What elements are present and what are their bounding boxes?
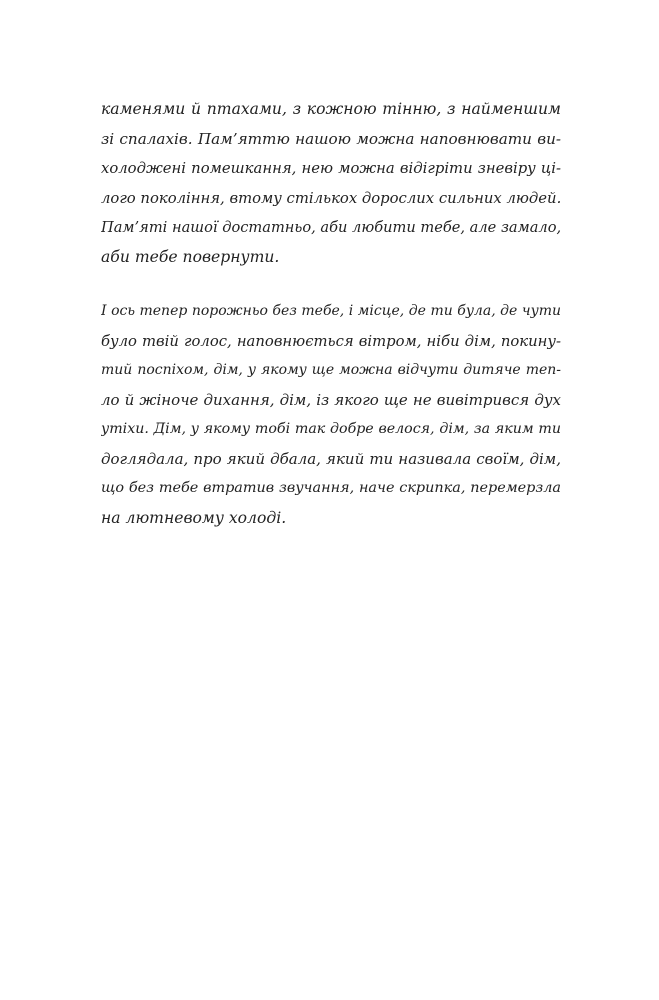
text-line: каменями й птахами, з кожною тінню, з найменшим xyxy=(101,100,561,118)
paragraph-2 xyxy=(101,297,561,533)
text-line: ло й жіноче дихання, дім, із якого ще не вивітрився дух xyxy=(101,390,561,409)
paragraph-1 xyxy=(101,95,561,272)
text-line: аби тебе повернути. xyxy=(101,247,280,266)
text-line: Пам’яті нашої достатньо, аби любити тебе, але замало, xyxy=(101,219,561,236)
text-line: було твій голос, наповнюється вітром, ніби дім, покину- xyxy=(101,332,561,350)
text-line: лого покоління, втому стількох дорослих сильних людей. xyxy=(101,189,561,207)
text-line: І ось тепер порожньо без тебе, і місце, де ти була, де чути xyxy=(101,303,561,319)
text-line: тий поспіхом, дім, у якому ще можна відчути дитяче теп- xyxy=(101,362,561,378)
text-line: зі спалахів. Пам’яттю нашою можна наповнювати ви- xyxy=(101,129,561,148)
text-line: доглядала, про який дбала, який ти називала своїм, дім, xyxy=(101,449,561,468)
text-line: утіхи. Дім, у якому тобі так добре велося, дім, за яким ти xyxy=(101,421,561,437)
text-line: холоджені помешкання, нею можна відігріти зневіру ці- xyxy=(101,160,561,177)
text-line: що без тебе втратив звучання, наче скрипка, перемерзла xyxy=(101,480,561,496)
text-line: на лютневому холоді. xyxy=(101,508,287,527)
